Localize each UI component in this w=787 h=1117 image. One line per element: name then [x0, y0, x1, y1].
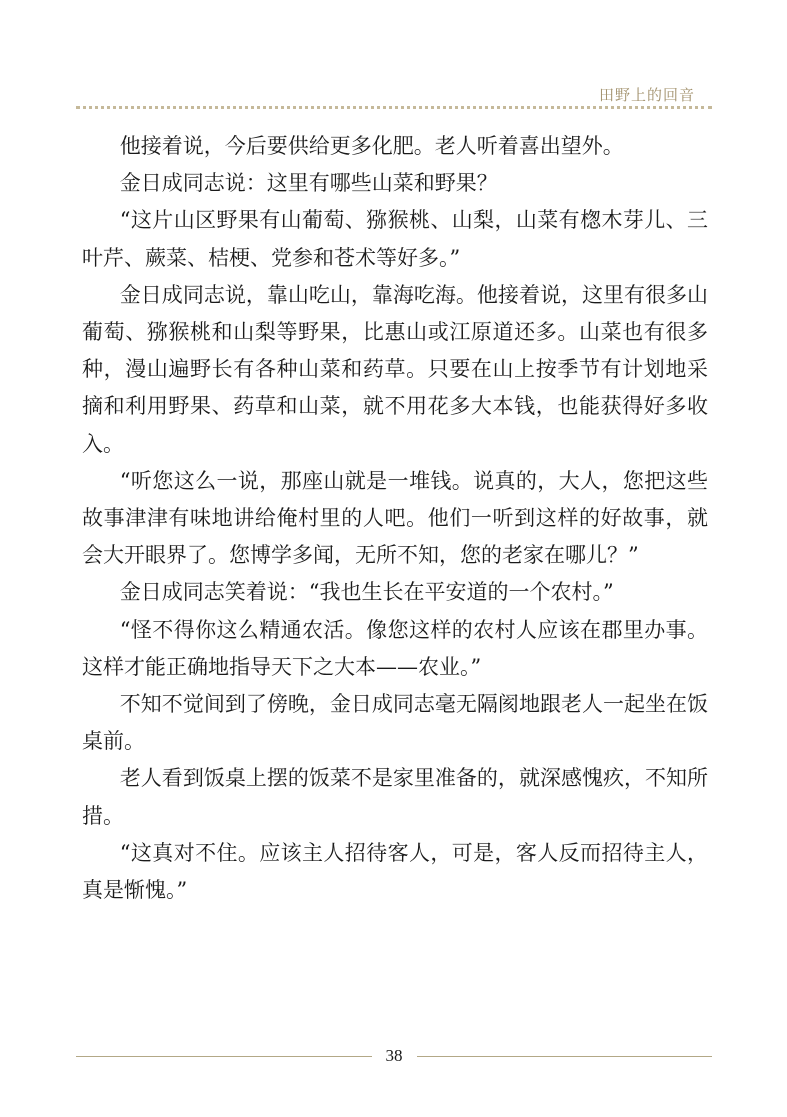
footer-rule-left — [76, 1056, 372, 1057]
page-number: 38 — [385, 1046, 403, 1065]
paragraph: “听您这么一说，那座山就是一堆钱。说真的，大人，您把这些故事津津有味地讲给俺村里的人吧。他们一听到这样的好故事，就会大开眼界了。您博学多闻，无所不知，您的老家在哪儿？” — [82, 468, 708, 568]
body-text — [82, 128, 708, 909]
footer-rule-right — [417, 1056, 713, 1057]
paragraph: 金日成同志说：这里有哪些山菜和野果？ — [119, 171, 498, 196]
page-footer — [76, 1046, 712, 1066]
paragraph: “这真对不住。应该主人招待客人，可是，客人反而招待主人，真是惭愧。” — [82, 840, 708, 903]
paragraph: 金日成同志说，靠山吃山，靠海吃海。他接着说，这里有很多山葡萄、猕猴桃和山梨等野果，比惠山或江原道还多。山菜也有很多种，漫山遍野长有各种山菜和药草。只要在山上按季节有计划地采摘和利用野果、药草和山菜，就不用花多大本钱，也能获得好多收入。 — [82, 282, 708, 456]
paragraph: 他接着说，今后要供给更多化肥。老人听着喜出望外。 — [119, 134, 624, 158]
running-header-title: 田野上的回音 — [598, 86, 695, 104]
paragraph: 老人看到饭桌上摆的饭菜不是家里准备的，就深感愧疚，不知所措。 — [82, 766, 708, 828]
header-dotted-rule — [76, 106, 712, 109]
paragraph: 金日成同志笑着说：“我也生长在平安道的一个农村。” — [119, 580, 614, 605]
paragraph: “怪不得你这么精通农活。像您这样的农村人应该在郡里办事。这样才能正确地指导天下之大本——农业。” — [82, 617, 708, 679]
paragraph: 不知不觉间到了傍晚，金日成同志毫无隔阂地跟老人一起坐在饭桌前。 — [82, 692, 708, 754]
paragraph: “这片山区野果有山葡萄、猕猴桃、山梨，山菜有楤木芽儿、三叶芹、蕨菜、桔梗、党参和苍术等好多。” — [82, 208, 708, 270]
